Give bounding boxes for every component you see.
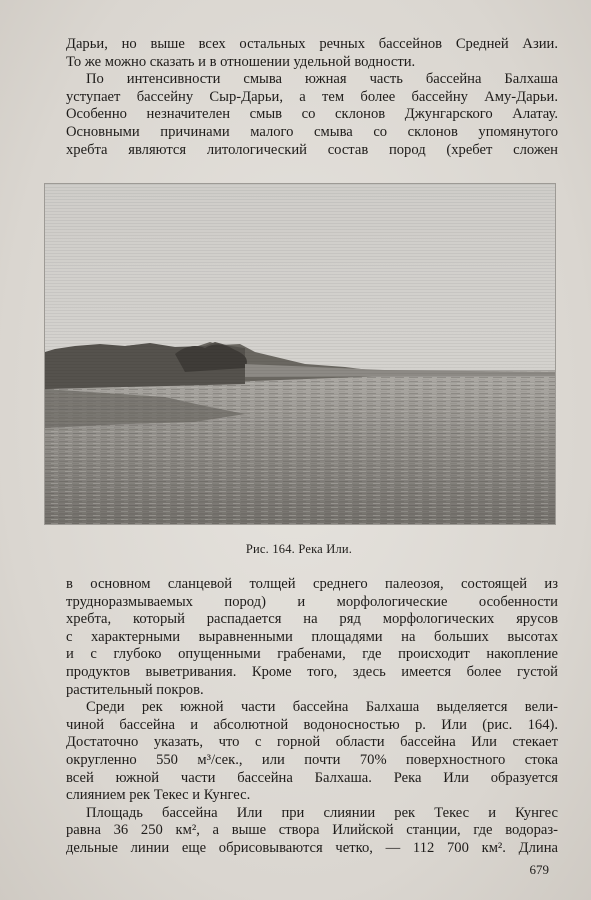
text-line: продуктов выветривания. Кроме того, здесь имеется более густой	[66, 663, 558, 680]
text-line: хребта, который распадается на ряд морфологических ярусов	[66, 611, 558, 628]
text-line: чиной бассейна и абсолютной водоносностью р. Или (рис. 164).	[66, 716, 558, 733]
top-text-block	[66, 36, 558, 159]
text-line: Среди рек южной части бассейна Балхаша выделяется вели-	[86, 699, 558, 716]
text-line: Дарьи, но выше всех остальных речных бассейнов Средней Азии.	[66, 36, 558, 52]
text-line: Площадь бассейна Или при слиянии рек Текес и Кунгес	[86, 804, 558, 821]
text-line: с характерными выравненными площадями на больших высотах	[66, 628, 558, 645]
text-line: и с глубоко опущенными грабенами, где происходит накопление	[66, 646, 558, 663]
text-line: трудноразмываемых пород) и морфологические особенности	[66, 593, 558, 610]
text-line: дельные линии еще обрисовываются четко, — 112 700 км². Длина	[66, 839, 558, 856]
text-line: хребта являются литологический состав пород (хребет сложен	[66, 141, 558, 158]
paragraph-geology	[66, 576, 558, 699]
text-line: Особенно незначителен смыв со склонов Джунгарского Алатау.	[66, 106, 558, 123]
text-line: уступает бассейну Сыр-Дарьи, а тем более бассейну Аму-Дарьи.	[66, 88, 558, 105]
text-line: округленно 550 м³/сек., или почти 70% поверхностного стока	[66, 751, 558, 768]
text-line: По интенсивности смыва южная часть бассейна Балхаша	[86, 71, 558, 88]
text-line: слиянием рек Текес и Кунгес.	[66, 787, 251, 804]
bottom-text-block	[66, 576, 558, 858]
river-ili-photo	[44, 183, 556, 525]
figure-caption: Рис. 164. Река Или.	[245, 542, 353, 556]
text-line: Основными причинами малого смыва со склонов упомянутого	[66, 123, 558, 140]
paragraph-continuation	[66, 36, 558, 71]
text-line: равна 36 250 км², а выше створа Илийской станции, где водораз-	[66, 822, 558, 839]
paragraph-erosion	[66, 71, 558, 159]
paragraph-basin-area	[66, 805, 558, 858]
page-number: 679	[529, 862, 549, 877]
paragraph-ili-river	[66, 699, 558, 805]
text-line: в основном сланцевой толщей среднего палеозоя, состоящей из	[66, 576, 558, 592]
text-line: Достаточно указать, что с горной области бассейна Или стекает	[66, 734, 558, 751]
text-line: То же можно сказать и в отношении удельной водности.	[66, 53, 416, 70]
text-line: всей южной части бассейна Балхаша. Река Или образуется	[66, 769, 558, 786]
text-line: растительный покров.	[66, 681, 204, 698]
